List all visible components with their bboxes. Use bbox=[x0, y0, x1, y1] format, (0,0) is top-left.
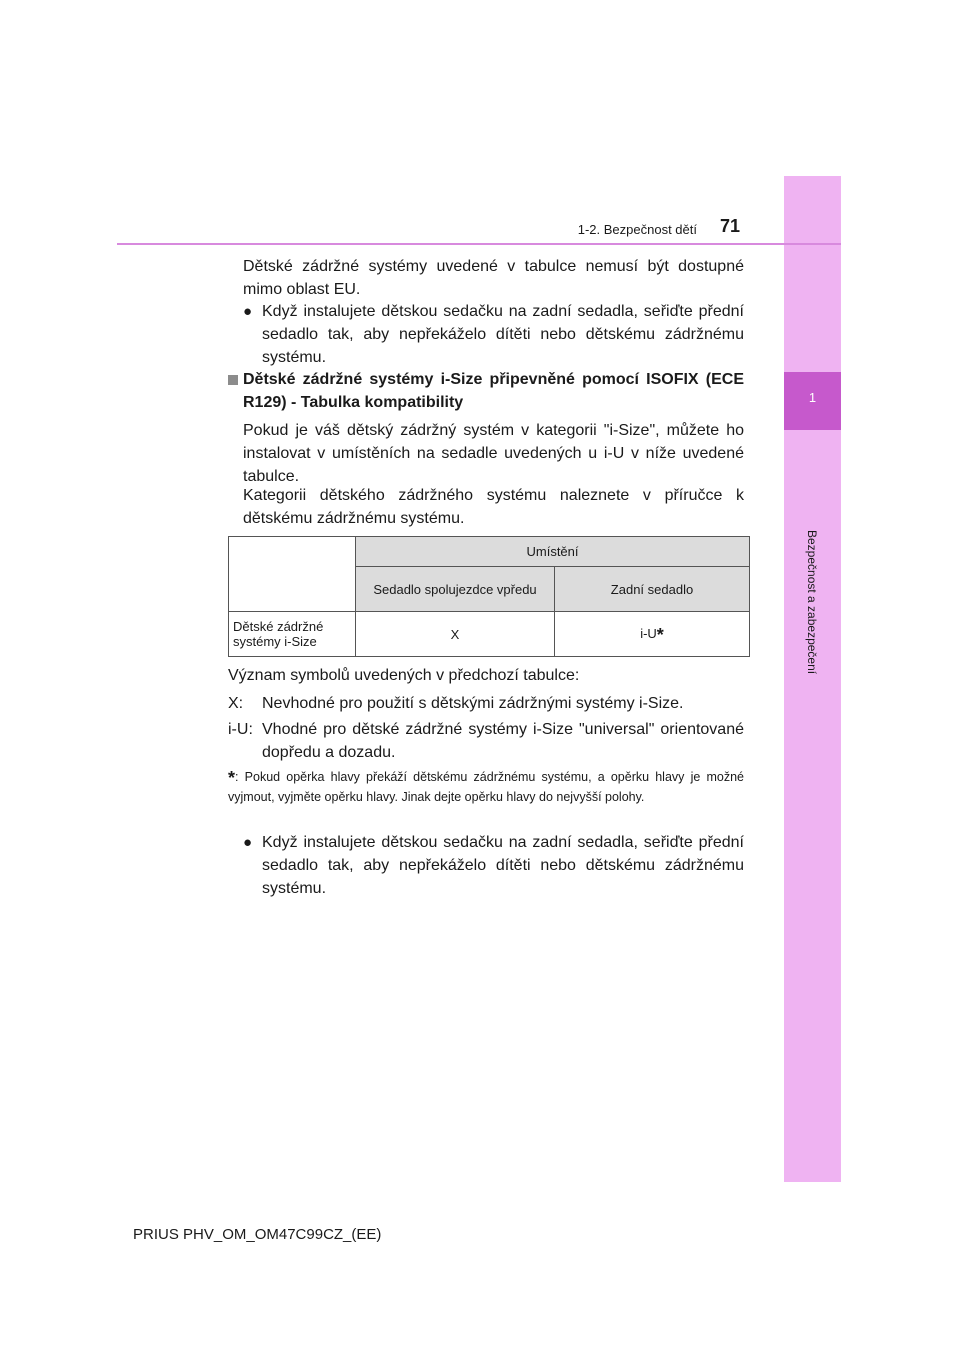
bullet-paragraph-1: Když instalujete dětskou sedačku na zadní sedadla, seřiďte přední sedadlo tak, aby nepřekáželo dítěti nebo dětskému zádržnému systému. bbox=[262, 303, 744, 366]
legend-key-x: X: bbox=[228, 695, 244, 712]
bullet-dot-icon: ● bbox=[243, 834, 253, 851]
chapter-number: 1 bbox=[808, 390, 817, 405]
footnote-star: * bbox=[656, 624, 664, 645]
header-rule bbox=[117, 243, 841, 245]
section-paragraph-2: Kategorii dětského zádržného systému naleznete v příručce k dětskému zádržnému systému. bbox=[243, 487, 744, 527]
section-heading: Dětské zádržné systémy i-Size připevněné pomocí ISOFIX (ECE R129) - Tabulka kompatibility bbox=[243, 371, 744, 411]
table-column-header: Sedadlo spolujezdce vpředu bbox=[356, 567, 555, 612]
footnote bbox=[228, 768, 744, 807]
footnote-star: * bbox=[228, 768, 236, 788]
section-square-icon bbox=[228, 375, 238, 385]
bullet-dot-icon: ● bbox=[243, 303, 253, 320]
intro-paragraph: Dětské zádržné systémy uvedené v tabulce nemusí být dostupné mimo oblast EU. bbox=[243, 258, 744, 298]
legend-text-x: Nevhodné pro použití s dětskými zádržnými systémy i-Size. bbox=[262, 695, 684, 712]
chapter-side-tab bbox=[784, 176, 841, 1182]
table-cell-value: i-U bbox=[640, 625, 657, 641]
bullet-paragraph-2: Když instalujete dětskou sedačku na zadní sedadla, seřiďte přední sedadlo tak, aby nepřekáželo dítěti nebo dětskému zádržnému systému. bbox=[262, 834, 744, 897]
table-corner-cell bbox=[229, 537, 356, 612]
table-group-header: Umístění bbox=[356, 537, 750, 567]
legend-title: Význam symbolů uvedených v předchozí tabulce: bbox=[228, 667, 580, 684]
document-code: PRIUS PHV_OM_OM47C99CZ_(EE) bbox=[133, 1226, 382, 1243]
table-cell: X bbox=[356, 612, 555, 657]
legend-key-iu: i-U: bbox=[228, 721, 253, 738]
section-title: 1-2. Bezpečnost dětí bbox=[577, 222, 697, 237]
table-row-label: Dětské zádržné systémy i-Size bbox=[229, 612, 356, 657]
footnote-text: : Pokud opěrka hlavy překáží dětskému zádržnému systému, a opěrku hlavy je možné vyjmout, vyjměte opěrku hlavy. Jinak dejte opěrku hlavy do nejvyšší polohy. bbox=[228, 770, 744, 804]
compatibility-table bbox=[228, 536, 750, 657]
table-row bbox=[229, 612, 750, 657]
table-cell bbox=[555, 612, 750, 657]
page-number: 71 bbox=[719, 216, 740, 236]
chapter-title: Bezpečnost a zabezpečení bbox=[805, 530, 819, 675]
legend-text-iu: Vhodné pro dětské zádržné systémy i-Size "universal" orientované dopředu a dozadu. bbox=[262, 721, 744, 761]
section-paragraph-1: Pokud je váš dětský zádržný systém v kategorii "i-Size", můžete ho instalovat v umístěních na sedadle uvedených u i-U v níže uvedené tabulce. bbox=[243, 422, 744, 485]
table-column-header: Zadní sedadlo bbox=[555, 567, 750, 612]
